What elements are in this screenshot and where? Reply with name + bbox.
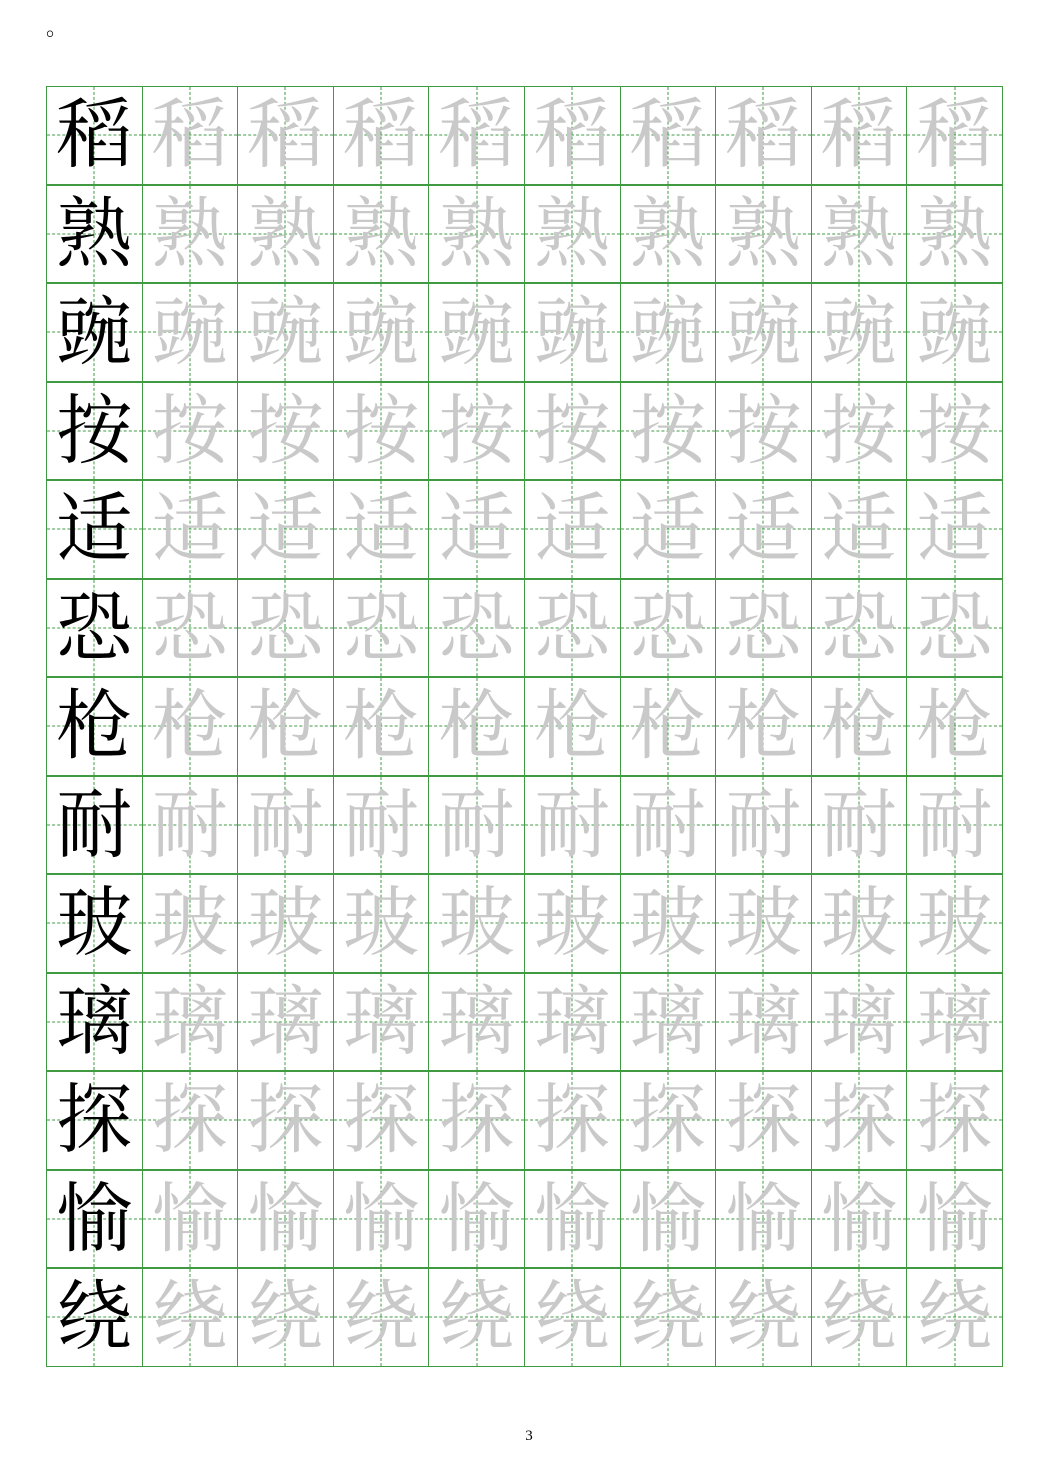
practice-cell <box>906 185 1003 284</box>
tracing-character: 探 <box>821 1075 898 1165</box>
tracing-character: 绕 <box>438 1272 515 1362</box>
tracing-character: 愉 <box>438 1173 515 1263</box>
practice-cell <box>428 973 525 1072</box>
model-character: 探 <box>56 1075 133 1165</box>
tracing-character: 璃 <box>629 976 706 1066</box>
tracing-character: 恐 <box>151 582 228 672</box>
practice-cell <box>811 1071 908 1170</box>
practice-cell <box>524 1170 621 1269</box>
practice-row <box>46 1170 1012 1269</box>
practice-cell <box>333 776 430 875</box>
tracing-character: 稻 <box>821 90 898 180</box>
practice-cell <box>237 1268 334 1367</box>
practice-cell <box>142 480 239 579</box>
practice-cell <box>237 480 334 579</box>
practice-cell <box>142 283 239 382</box>
practice-cell <box>620 579 717 678</box>
practice-cell <box>142 776 239 875</box>
practice-cell <box>46 382 143 481</box>
tracing-character: 绕 <box>629 1272 706 1362</box>
practice-cell <box>237 1170 334 1269</box>
tracing-character: 按 <box>343 385 420 475</box>
practice-cell <box>524 776 621 875</box>
practice-cell <box>524 283 621 382</box>
practice-cell <box>811 973 908 1072</box>
practice-cell <box>811 283 908 382</box>
tracing-character: 恐 <box>725 582 802 672</box>
practice-cell <box>715 185 812 284</box>
practice-cell <box>906 677 1003 776</box>
tracing-character: 玻 <box>151 878 228 968</box>
tracing-character: 绕 <box>343 1272 420 1362</box>
tracing-character: 适 <box>821 484 898 574</box>
tracing-character: 耐 <box>343 779 420 869</box>
model-character: 豌 <box>56 287 133 377</box>
tracing-character: 按 <box>916 385 993 475</box>
tracing-character: 绕 <box>151 1272 228 1362</box>
tracing-character: 熟 <box>534 188 611 278</box>
practice-cell <box>237 874 334 973</box>
tracing-character: 愉 <box>629 1173 706 1263</box>
practice-cell <box>142 1170 239 1269</box>
tracing-character: 熟 <box>343 188 420 278</box>
practice-cell <box>333 283 430 382</box>
tracing-character: 枪 <box>629 681 706 771</box>
practice-cell <box>428 480 525 579</box>
tracing-character: 玻 <box>725 878 802 968</box>
tracing-character: 璃 <box>725 976 802 1066</box>
tracing-character: 璃 <box>247 976 324 1066</box>
practice-cell <box>333 480 430 579</box>
tracing-character: 探 <box>534 1075 611 1165</box>
practice-row <box>46 677 1012 776</box>
practice-cell <box>906 973 1003 1072</box>
tracing-character: 稻 <box>343 90 420 180</box>
tracing-character: 豌 <box>725 287 802 377</box>
tracing-character: 愉 <box>534 1173 611 1263</box>
tracing-character: 适 <box>438 484 515 574</box>
practice-cell <box>811 382 908 481</box>
practice-cell <box>46 677 143 776</box>
model-character: 玻 <box>56 878 133 968</box>
model-character: 枪 <box>56 681 133 771</box>
practice-cell <box>715 776 812 875</box>
practice-cell <box>46 480 143 579</box>
practice-cell <box>715 677 812 776</box>
practice-row <box>46 776 1012 875</box>
practice-cell <box>811 480 908 579</box>
tracing-character: 按 <box>629 385 706 475</box>
tracing-character: 绕 <box>916 1272 993 1362</box>
tracing-character: 豌 <box>916 287 993 377</box>
practice-cell <box>46 1170 143 1269</box>
practice-cell <box>620 382 717 481</box>
tracing-character: 探 <box>916 1075 993 1165</box>
tracing-character: 探 <box>151 1075 228 1165</box>
tracing-character: 探 <box>438 1075 515 1165</box>
practice-cell <box>620 283 717 382</box>
tracing-character: 适 <box>725 484 802 574</box>
practice-cell <box>906 776 1003 875</box>
practice-cell <box>428 1071 525 1170</box>
tracing-character: 玻 <box>821 878 898 968</box>
practice-cell <box>428 1268 525 1367</box>
practice-cell <box>811 874 908 973</box>
tracing-character: 按 <box>247 385 324 475</box>
practice-cell <box>237 283 334 382</box>
practice-cell <box>333 1170 430 1269</box>
tracing-character: 耐 <box>438 779 515 869</box>
practice-row <box>46 86 1012 185</box>
practice-cell <box>620 185 717 284</box>
practice-cell <box>237 86 334 185</box>
practice-cell <box>620 973 717 1072</box>
tracing-character: 稻 <box>629 90 706 180</box>
tracing-character: 愉 <box>247 1173 324 1263</box>
character-practice-grid <box>46 86 1012 1367</box>
practice-cell <box>237 677 334 776</box>
tracing-character: 恐 <box>343 582 420 672</box>
tracing-character: 璃 <box>916 976 993 1066</box>
tracing-character: 熟 <box>247 188 324 278</box>
tracing-character: 枪 <box>725 681 802 771</box>
practice-cell <box>715 579 812 678</box>
tracing-character: 按 <box>725 385 802 475</box>
tracing-character: 豌 <box>343 287 420 377</box>
tracing-character: 愉 <box>821 1173 898 1263</box>
tracing-character: 玻 <box>247 878 324 968</box>
practice-cell <box>333 677 430 776</box>
practice-row <box>46 874 1012 973</box>
practice-cell <box>524 677 621 776</box>
practice-cell <box>620 874 717 973</box>
tracing-character: 熟 <box>821 188 898 278</box>
practice-cell <box>715 86 812 185</box>
practice-cell <box>428 776 525 875</box>
tracing-character: 绕 <box>534 1272 611 1362</box>
tracing-character: 恐 <box>916 582 993 672</box>
tracing-character: 玻 <box>343 878 420 968</box>
practice-cell <box>906 1170 1003 1269</box>
practice-cell <box>715 1170 812 1269</box>
practice-cell <box>524 874 621 973</box>
tracing-character: 豌 <box>629 287 706 377</box>
practice-cell <box>428 283 525 382</box>
tracing-character: 耐 <box>916 779 993 869</box>
practice-cell <box>46 874 143 973</box>
model-character: 适 <box>56 484 133 574</box>
top-punctuation-mark: 。 <box>46 16 69 41</box>
practice-cell <box>906 1268 1003 1367</box>
model-character: 恐 <box>56 582 133 672</box>
tracing-character: 熟 <box>438 188 515 278</box>
tracing-character: 枪 <box>151 681 228 771</box>
practice-row <box>46 1268 1012 1367</box>
practice-cell <box>524 973 621 1072</box>
practice-cell <box>428 874 525 973</box>
practice-cell <box>715 283 812 382</box>
tracing-character: 枪 <box>247 681 324 771</box>
tracing-character: 恐 <box>534 582 611 672</box>
practice-cell <box>46 1071 143 1170</box>
practice-cell <box>715 1268 812 1367</box>
practice-cell <box>142 185 239 284</box>
practice-row <box>46 579 1012 678</box>
tracing-character: 适 <box>916 484 993 574</box>
practice-cell <box>142 677 239 776</box>
practice-row <box>46 382 1012 481</box>
model-character: 熟 <box>56 188 133 278</box>
tracing-character: 耐 <box>821 779 898 869</box>
tracing-character: 恐 <box>629 582 706 672</box>
practice-cell <box>46 185 143 284</box>
model-character: 愉 <box>56 1173 133 1263</box>
practice-cell <box>524 185 621 284</box>
practice-cell <box>906 382 1003 481</box>
tracing-character: 熟 <box>629 188 706 278</box>
practice-row <box>46 185 1012 284</box>
practice-row <box>46 1071 1012 1170</box>
practice-cell <box>620 480 717 579</box>
practice-row <box>46 973 1012 1072</box>
practice-cell <box>46 283 143 382</box>
practice-cell <box>428 579 525 678</box>
practice-cell <box>333 1071 430 1170</box>
tracing-character: 璃 <box>343 976 420 1066</box>
practice-cell <box>524 86 621 185</box>
tracing-character: 稻 <box>534 90 611 180</box>
tracing-character: 耐 <box>534 779 611 869</box>
tracing-character: 稻 <box>438 90 515 180</box>
tracing-character: 耐 <box>151 779 228 869</box>
practice-cell <box>237 1071 334 1170</box>
tracing-character: 恐 <box>438 582 515 672</box>
model-character: 璃 <box>56 976 133 1066</box>
tracing-character: 按 <box>821 385 898 475</box>
tracing-character: 玻 <box>916 878 993 968</box>
practice-cell <box>811 1170 908 1269</box>
model-character: 绕 <box>56 1272 133 1362</box>
practice-cell <box>715 480 812 579</box>
practice-cell <box>333 1268 430 1367</box>
tracing-character: 璃 <box>821 976 898 1066</box>
practice-cell <box>46 1268 143 1367</box>
practice-cell <box>906 480 1003 579</box>
tracing-character: 恐 <box>821 582 898 672</box>
practice-cell <box>906 1071 1003 1170</box>
tracing-character: 豌 <box>151 287 228 377</box>
tracing-character: 豌 <box>247 287 324 377</box>
practice-cell <box>142 973 239 1072</box>
practice-cell <box>428 382 525 481</box>
tracing-character: 耐 <box>629 779 706 869</box>
practice-cell <box>715 382 812 481</box>
practice-cell <box>237 579 334 678</box>
tracing-character: 愉 <box>151 1173 228 1263</box>
tracing-character: 稻 <box>916 90 993 180</box>
tracing-character: 稻 <box>247 90 324 180</box>
tracing-character: 探 <box>725 1075 802 1165</box>
practice-cell <box>524 382 621 481</box>
tracing-character: 枪 <box>821 681 898 771</box>
tracing-character: 枪 <box>438 681 515 771</box>
practice-cell <box>811 677 908 776</box>
tracing-character: 按 <box>534 385 611 475</box>
tracing-character: 探 <box>343 1075 420 1165</box>
practice-cell <box>333 973 430 1072</box>
practice-cell <box>715 973 812 1072</box>
practice-row <box>46 480 1012 579</box>
tracing-character: 玻 <box>534 878 611 968</box>
practice-cell <box>906 579 1003 678</box>
model-character: 耐 <box>56 779 133 869</box>
practice-cell <box>142 1268 239 1367</box>
model-character: 按 <box>56 385 133 475</box>
practice-cell <box>620 1071 717 1170</box>
tracing-character: 稻 <box>725 90 802 180</box>
practice-cell <box>524 1268 621 1367</box>
tracing-character: 枪 <box>916 681 993 771</box>
tracing-character: 适 <box>343 484 420 574</box>
practice-cell <box>715 874 812 973</box>
practice-cell <box>333 874 430 973</box>
tracing-character: 枪 <box>343 681 420 771</box>
tracing-character: 稻 <box>151 90 228 180</box>
tracing-character: 愉 <box>725 1173 802 1263</box>
practice-cell <box>237 776 334 875</box>
practice-cell <box>811 776 908 875</box>
practice-cell <box>620 677 717 776</box>
tracing-character: 适 <box>151 484 228 574</box>
practice-cell <box>142 382 239 481</box>
practice-cell <box>333 86 430 185</box>
tracing-character: 耐 <box>725 779 802 869</box>
practice-cell <box>811 185 908 284</box>
tracing-character: 绕 <box>247 1272 324 1362</box>
model-character: 稻 <box>56 90 133 180</box>
tracing-character: 适 <box>534 484 611 574</box>
tracing-character: 探 <box>629 1075 706 1165</box>
practice-cell <box>46 973 143 1072</box>
practice-cell <box>524 579 621 678</box>
tracing-character: 璃 <box>534 976 611 1066</box>
practice-cell <box>237 185 334 284</box>
practice-cell <box>142 874 239 973</box>
tracing-character: 豌 <box>821 287 898 377</box>
practice-cell <box>811 1268 908 1367</box>
practice-cell <box>46 579 143 678</box>
practice-cell <box>811 86 908 185</box>
practice-cell <box>142 86 239 185</box>
practice-cell <box>906 86 1003 185</box>
tracing-character: 玻 <box>629 878 706 968</box>
practice-cell <box>46 86 143 185</box>
tracing-character: 璃 <box>438 976 515 1066</box>
tracing-character: 按 <box>151 385 228 475</box>
tracing-character: 璃 <box>151 976 228 1066</box>
tracing-character: 按 <box>438 385 515 475</box>
tracing-character: 豌 <box>534 287 611 377</box>
practice-cell <box>811 579 908 678</box>
practice-row <box>46 283 1012 382</box>
tracing-character: 愉 <box>343 1173 420 1263</box>
tracing-character: 探 <box>247 1075 324 1165</box>
tracing-character: 玻 <box>438 878 515 968</box>
practice-cell <box>428 677 525 776</box>
practice-cell <box>237 973 334 1072</box>
tracing-character: 熟 <box>151 188 228 278</box>
practice-cell <box>620 1268 717 1367</box>
practice-cell <box>142 579 239 678</box>
practice-cell <box>428 185 525 284</box>
practice-cell <box>620 776 717 875</box>
tracing-character: 枪 <box>534 681 611 771</box>
tracing-character: 绕 <box>725 1272 802 1362</box>
tracing-character: 恐 <box>247 582 324 672</box>
page-number: 3 <box>525 1428 533 1444</box>
practice-cell <box>524 1071 621 1170</box>
tracing-character: 熟 <box>916 188 993 278</box>
tracing-character: 适 <box>629 484 706 574</box>
tracing-character: 愉 <box>916 1173 993 1263</box>
tracing-character: 绕 <box>821 1272 898 1362</box>
practice-cell <box>333 579 430 678</box>
practice-cell <box>906 874 1003 973</box>
practice-cell <box>906 283 1003 382</box>
practice-cell <box>237 382 334 481</box>
practice-cell <box>428 1170 525 1269</box>
practice-cell <box>142 1071 239 1170</box>
practice-cell <box>715 1071 812 1170</box>
practice-cell <box>524 480 621 579</box>
practice-cell <box>620 1170 717 1269</box>
tracing-character: 熟 <box>725 188 802 278</box>
practice-cell <box>46 776 143 875</box>
tracing-character: 适 <box>247 484 324 574</box>
tracing-character: 豌 <box>438 287 515 377</box>
practice-cell <box>428 86 525 185</box>
practice-cell <box>333 185 430 284</box>
practice-cell <box>620 86 717 185</box>
tracing-character: 耐 <box>247 779 324 869</box>
practice-cell <box>333 382 430 481</box>
